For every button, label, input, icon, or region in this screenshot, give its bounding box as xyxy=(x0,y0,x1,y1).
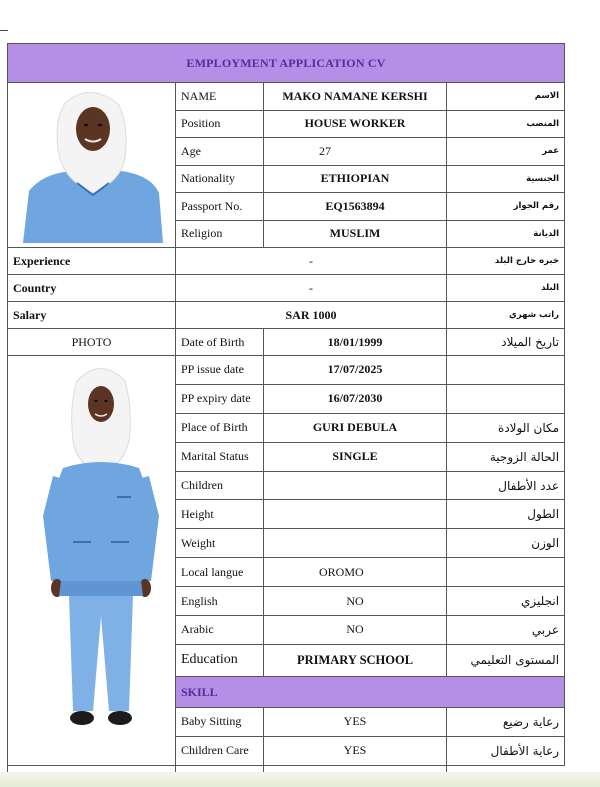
arabic-religion: الديانة xyxy=(447,220,565,248)
cv-table xyxy=(7,43,565,787)
headshot-photo xyxy=(13,83,176,243)
arabic-children-care: رعاية الأطفال xyxy=(447,736,565,765)
value-religion: MUSLIM xyxy=(264,220,447,248)
row-dob xyxy=(8,329,565,356)
row-salary xyxy=(8,302,565,329)
label-religion: Religion xyxy=(176,220,264,248)
value-position: HOUSE WORKER xyxy=(264,110,447,138)
arabic-experience: خبره خارج البلد xyxy=(447,248,565,275)
label-marital-status: Marital Status xyxy=(176,442,264,471)
label-arabic: Arabic xyxy=(176,616,264,645)
arabic-name: الاسم xyxy=(447,83,565,111)
arabic-height: الطول xyxy=(447,500,565,529)
value-education: PRIMARY SCHOOL xyxy=(264,644,447,676)
arabic-english: انجليزي xyxy=(447,587,565,616)
row-pp-issue xyxy=(8,356,565,385)
value-age: 27 xyxy=(264,138,447,166)
arabic-education: المستوى التعليمي xyxy=(447,644,565,676)
arabic-marital-status: الحالة الزوجية xyxy=(447,442,565,471)
label-pp-issue: PP issue date xyxy=(176,356,264,385)
label-place-of-birth: Place of Birth xyxy=(176,413,264,442)
skill-header: SKILL xyxy=(176,677,565,708)
arabic-passport: رقم الجواز xyxy=(447,193,565,221)
value-place-of-birth: GURI DEBULA xyxy=(264,413,447,442)
value-local-language: OROMO xyxy=(264,558,447,587)
arabic-pp-issue xyxy=(447,356,565,385)
label-english: English xyxy=(176,587,264,616)
label-nationality: Nationality xyxy=(176,165,264,193)
arabic-weight: الوزن xyxy=(447,529,565,558)
value-height xyxy=(264,500,447,529)
value-english: NO xyxy=(264,587,447,616)
label-position: Position xyxy=(176,110,264,138)
arabic-dob: تاريخ الميلاد xyxy=(447,329,565,356)
label-passport: Passport No. xyxy=(176,193,264,221)
fullbody-photo xyxy=(13,356,176,761)
headshot-cell xyxy=(8,83,176,248)
page-bottom-band xyxy=(0,772,600,787)
label-pp-expiry: PP expiry date xyxy=(176,384,264,413)
arabic-salary: راتب شهري xyxy=(447,302,565,329)
arabic-arabic: عربي xyxy=(447,616,565,645)
value-country: - xyxy=(176,275,447,302)
label-name: NAME xyxy=(176,83,264,111)
arabic-baby-sitting: رعاية رضيع xyxy=(447,708,565,737)
value-children xyxy=(264,471,447,500)
label-salary: Salary xyxy=(8,302,176,329)
arabic-nationality: الجنسية xyxy=(447,165,565,193)
photo-label: PHOTO xyxy=(8,329,176,356)
label-experience: Experience xyxy=(8,248,176,275)
arabic-local-language xyxy=(447,558,565,587)
label-children-care: Children Care xyxy=(176,736,264,765)
value-nationality: ETHIOPIAN xyxy=(264,165,447,193)
value-pp-expiry: 16/07/2030 xyxy=(264,384,447,413)
arabic-children: عدد الأطفال xyxy=(447,471,565,500)
value-marital-status: SINGLE xyxy=(264,442,447,471)
value-weight xyxy=(264,529,447,558)
label-weight: Weight xyxy=(176,529,264,558)
row-experience xyxy=(8,248,565,275)
value-experience: - xyxy=(176,248,447,275)
value-baby-sitting: YES xyxy=(264,708,447,737)
document-title: EMPLOYMENT APPLICATION CV xyxy=(8,44,565,83)
arabic-age: عمر xyxy=(447,138,565,166)
label-local-language: Local langue xyxy=(176,558,264,587)
fullbody-cell xyxy=(8,356,176,766)
label-height: Height xyxy=(176,500,264,529)
row-country xyxy=(8,275,565,302)
row-name xyxy=(8,83,565,111)
arabic-place-of-birth: مكان الولادة xyxy=(447,413,565,442)
label-education: Education xyxy=(176,644,264,676)
arabic-pp-expiry xyxy=(447,384,565,413)
value-children-care: YES xyxy=(264,736,447,765)
label-children: Children xyxy=(176,471,264,500)
label-baby-sitting: Baby Sitting xyxy=(176,708,264,737)
label-country: Country xyxy=(8,275,176,302)
value-passport: EQ1563894 xyxy=(264,193,447,221)
title-row xyxy=(8,44,565,83)
value-dob: 18/01/1999 xyxy=(264,329,447,356)
corner-mark xyxy=(0,30,8,31)
arabic-country: البلد xyxy=(447,275,565,302)
value-name: MAKO NAMANE KERSHI xyxy=(264,83,447,111)
label-age: Age xyxy=(176,138,264,166)
value-pp-issue: 17/07/2025 xyxy=(264,356,447,385)
value-arabic: NO xyxy=(264,616,447,645)
label-dob: Date of Birth xyxy=(176,329,264,356)
value-salary: SAR 1000 xyxy=(176,302,447,329)
arabic-position: المنصب xyxy=(447,110,565,138)
